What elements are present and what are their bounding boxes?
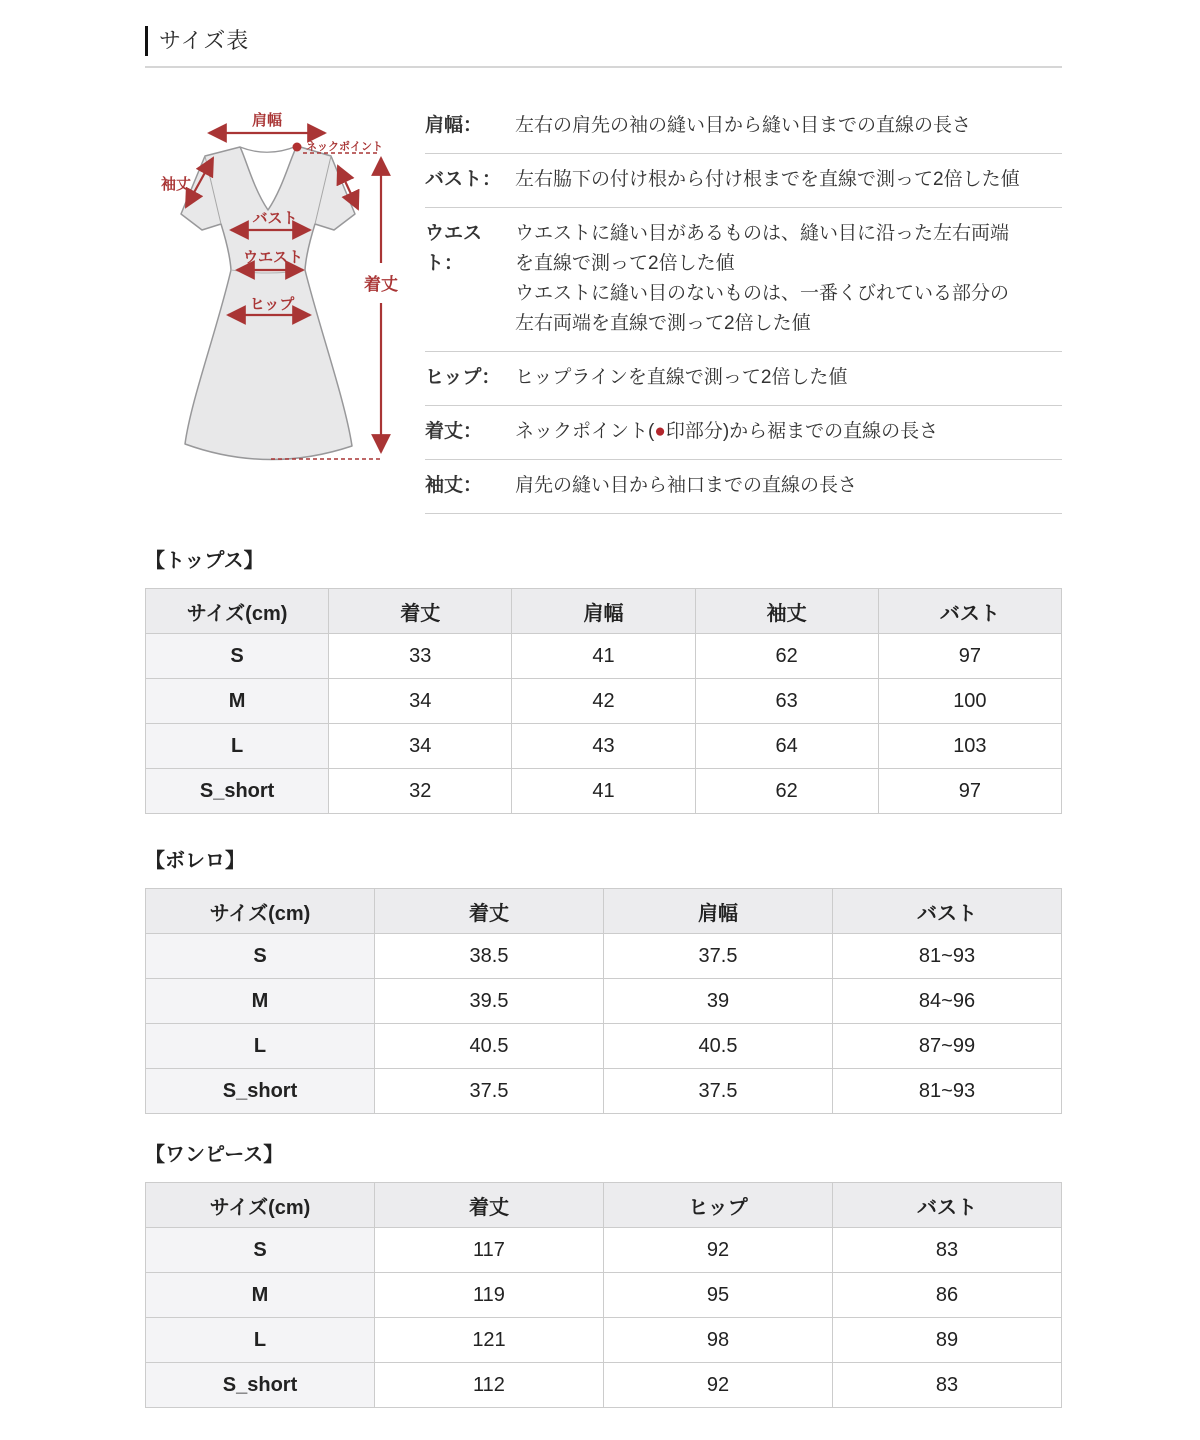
size-label-cell: S_short xyxy=(146,1069,375,1114)
definition-row xyxy=(425,406,1062,460)
definition-term: 肩幅： xyxy=(425,115,483,136)
definition-term: 着丈： xyxy=(425,421,483,442)
length-label: 着丈 xyxy=(364,275,398,294)
value-cell: 121 xyxy=(375,1318,604,1363)
value-cell: 97 xyxy=(878,634,1061,679)
definition-description: ヒップラインを直線で測って2倍した値 xyxy=(515,367,848,388)
size-label-cell: S_short xyxy=(146,1363,375,1408)
value-cell: 86 xyxy=(833,1273,1062,1318)
value-cell: 41 xyxy=(512,769,695,814)
value-cell: 97 xyxy=(878,769,1061,814)
value-cell: 92 xyxy=(604,1363,833,1408)
value-cell: 81~93 xyxy=(833,934,1062,979)
definition-row xyxy=(425,352,1062,406)
definition-term: ウエスト： xyxy=(425,223,483,274)
size-label-cell: M xyxy=(146,679,329,724)
column-header: サイズ(cm) xyxy=(146,1183,375,1228)
value-cell: 32 xyxy=(329,769,512,814)
dress-diagram-wrap xyxy=(145,100,425,514)
value-cell: 87~99 xyxy=(833,1024,1062,1069)
definition-term: 袖丈： xyxy=(425,475,483,496)
definition-row xyxy=(425,460,1062,514)
page-title-block xyxy=(145,0,1062,68)
definition-row xyxy=(425,154,1062,208)
value-cell: 38.5 xyxy=(375,934,604,979)
value-cell: 84~96 xyxy=(833,979,1062,1024)
back-neckline xyxy=(240,146,297,152)
size-chart-page xyxy=(145,0,1062,1408)
header-row xyxy=(146,889,1062,934)
value-cell: 103 xyxy=(878,724,1061,769)
table-row xyxy=(146,769,1062,814)
size-section-tops xyxy=(145,548,1062,814)
value-cell: 92 xyxy=(604,1228,833,1273)
value-cell: 64 xyxy=(695,724,878,769)
bust-label: バスト xyxy=(252,210,298,227)
shoulder-width-label: 肩幅 xyxy=(251,112,283,129)
column-header: ヒップ xyxy=(604,1183,833,1228)
value-cell: 39 xyxy=(604,979,833,1024)
value-cell: 37.5 xyxy=(604,1069,833,1114)
measurement-definitions xyxy=(425,100,1062,514)
value-cell: 63 xyxy=(695,679,878,724)
size-label-cell: S xyxy=(146,934,375,979)
table-row xyxy=(146,979,1062,1024)
size-label-cell: M xyxy=(146,1273,375,1318)
column-header: バスト xyxy=(833,889,1062,934)
value-cell: 33 xyxy=(329,634,512,679)
size-table-tops xyxy=(145,588,1062,814)
value-cell: 37.5 xyxy=(604,934,833,979)
column-header: バスト xyxy=(833,1183,1062,1228)
value-cell: 119 xyxy=(375,1273,604,1318)
column-header: 着丈 xyxy=(375,1183,604,1228)
table-row xyxy=(146,1318,1062,1363)
definition-row xyxy=(425,100,1062,154)
size-label-cell: S_short xyxy=(146,769,329,814)
value-cell: 34 xyxy=(329,679,512,724)
header-row xyxy=(146,589,1062,634)
neck-point-dot xyxy=(293,143,302,152)
size-label-cell: L xyxy=(146,1318,375,1363)
value-cell: 83 xyxy=(833,1363,1062,1408)
column-header: サイズ(cm) xyxy=(146,889,375,934)
size-table-bolero xyxy=(145,888,1062,1114)
value-cell: 39.5 xyxy=(375,979,604,1024)
value-cell: 37.5 xyxy=(375,1069,604,1114)
value-cell: 95 xyxy=(604,1273,833,1318)
column-header: 着丈 xyxy=(375,889,604,934)
value-cell: 117 xyxy=(375,1228,604,1273)
definition-term: バスト： xyxy=(425,169,502,190)
column-header: 肩幅 xyxy=(604,889,833,934)
size-label-cell: S xyxy=(146,1228,375,1273)
value-cell: 83 xyxy=(833,1228,1062,1273)
table-row xyxy=(146,1273,1062,1318)
definition-description: 左右の肩先の袖の縫い目から縫い目までの直線の長さ xyxy=(515,115,972,136)
value-cell: 98 xyxy=(604,1318,833,1363)
value-cell: 41 xyxy=(512,634,695,679)
section-title-onepiece: 【ワンピース】 xyxy=(145,1144,284,1166)
size-section-bolero xyxy=(145,848,1062,1114)
waist-label: ウエスト xyxy=(242,249,304,266)
sleeve-length-label: 袖丈 xyxy=(160,176,192,193)
measurement-figure xyxy=(145,100,1062,514)
value-cell: 42 xyxy=(512,679,695,724)
column-header: 着丈 xyxy=(329,589,512,634)
table-row xyxy=(146,1024,1062,1069)
table-row xyxy=(146,1228,1062,1273)
size-label-cell: M xyxy=(146,979,375,1024)
dress-diagram xyxy=(145,100,425,492)
table-row xyxy=(146,634,1062,679)
definition-description: ウエストに縫い目があるものは、縫い目に沿った左右両端 を直線で測って2倍した値 ウエストに縫い目のないものは、一番くびれている部分の 左右両端を直線で測って2倍した値 xyxy=(515,223,1010,334)
size-section-onepiece xyxy=(145,1142,1062,1408)
size-table-onepiece xyxy=(145,1182,1062,1408)
value-cell: 40.5 xyxy=(604,1024,833,1069)
value-cell: 40.5 xyxy=(375,1024,604,1069)
size-label-cell: L xyxy=(146,1024,375,1069)
header-row xyxy=(146,1183,1062,1228)
definition-row xyxy=(425,208,1062,352)
page-title: サイズ表 xyxy=(145,26,1062,56)
column-header: 肩幅 xyxy=(512,589,695,634)
table-row xyxy=(146,934,1062,979)
value-cell: 112 xyxy=(375,1363,604,1408)
section-title-tops: 【トップス】 xyxy=(145,550,264,572)
hip-label: ヒップ xyxy=(249,296,295,313)
neck-point-dot-glyph: ● xyxy=(654,421,666,442)
section-title-bolero: 【ボレロ】 xyxy=(145,850,245,872)
definition-term: ヒップ： xyxy=(425,367,501,388)
column-header: 袖丈 xyxy=(695,589,878,634)
table-row xyxy=(146,1069,1062,1114)
value-cell: 62 xyxy=(695,634,878,679)
value-cell: 89 xyxy=(833,1318,1062,1363)
definition-description: 左右脇下の付け根から付け根までを直線で測って2倍した値 xyxy=(515,169,1020,190)
size-label-cell: L xyxy=(146,724,329,769)
definition-description: 肩先の縫い目から袖口までの直線の長さ xyxy=(515,475,858,496)
value-cell: 100 xyxy=(878,679,1061,724)
value-cell: 34 xyxy=(329,724,512,769)
table-row xyxy=(146,724,1062,769)
neck-point-label: ネックポイント xyxy=(306,141,383,153)
value-cell: 81~93 xyxy=(833,1069,1062,1114)
value-cell: 62 xyxy=(695,769,878,814)
table-row xyxy=(146,1363,1062,1408)
table-row xyxy=(146,679,1062,724)
definition-description: ネックポイント(●印部分)から裾までの直線の長さ xyxy=(515,421,939,442)
value-cell: 43 xyxy=(512,724,695,769)
size-label-cell: S xyxy=(146,634,329,679)
column-header: サイズ(cm) xyxy=(146,589,329,634)
column-header: バスト xyxy=(878,589,1061,634)
